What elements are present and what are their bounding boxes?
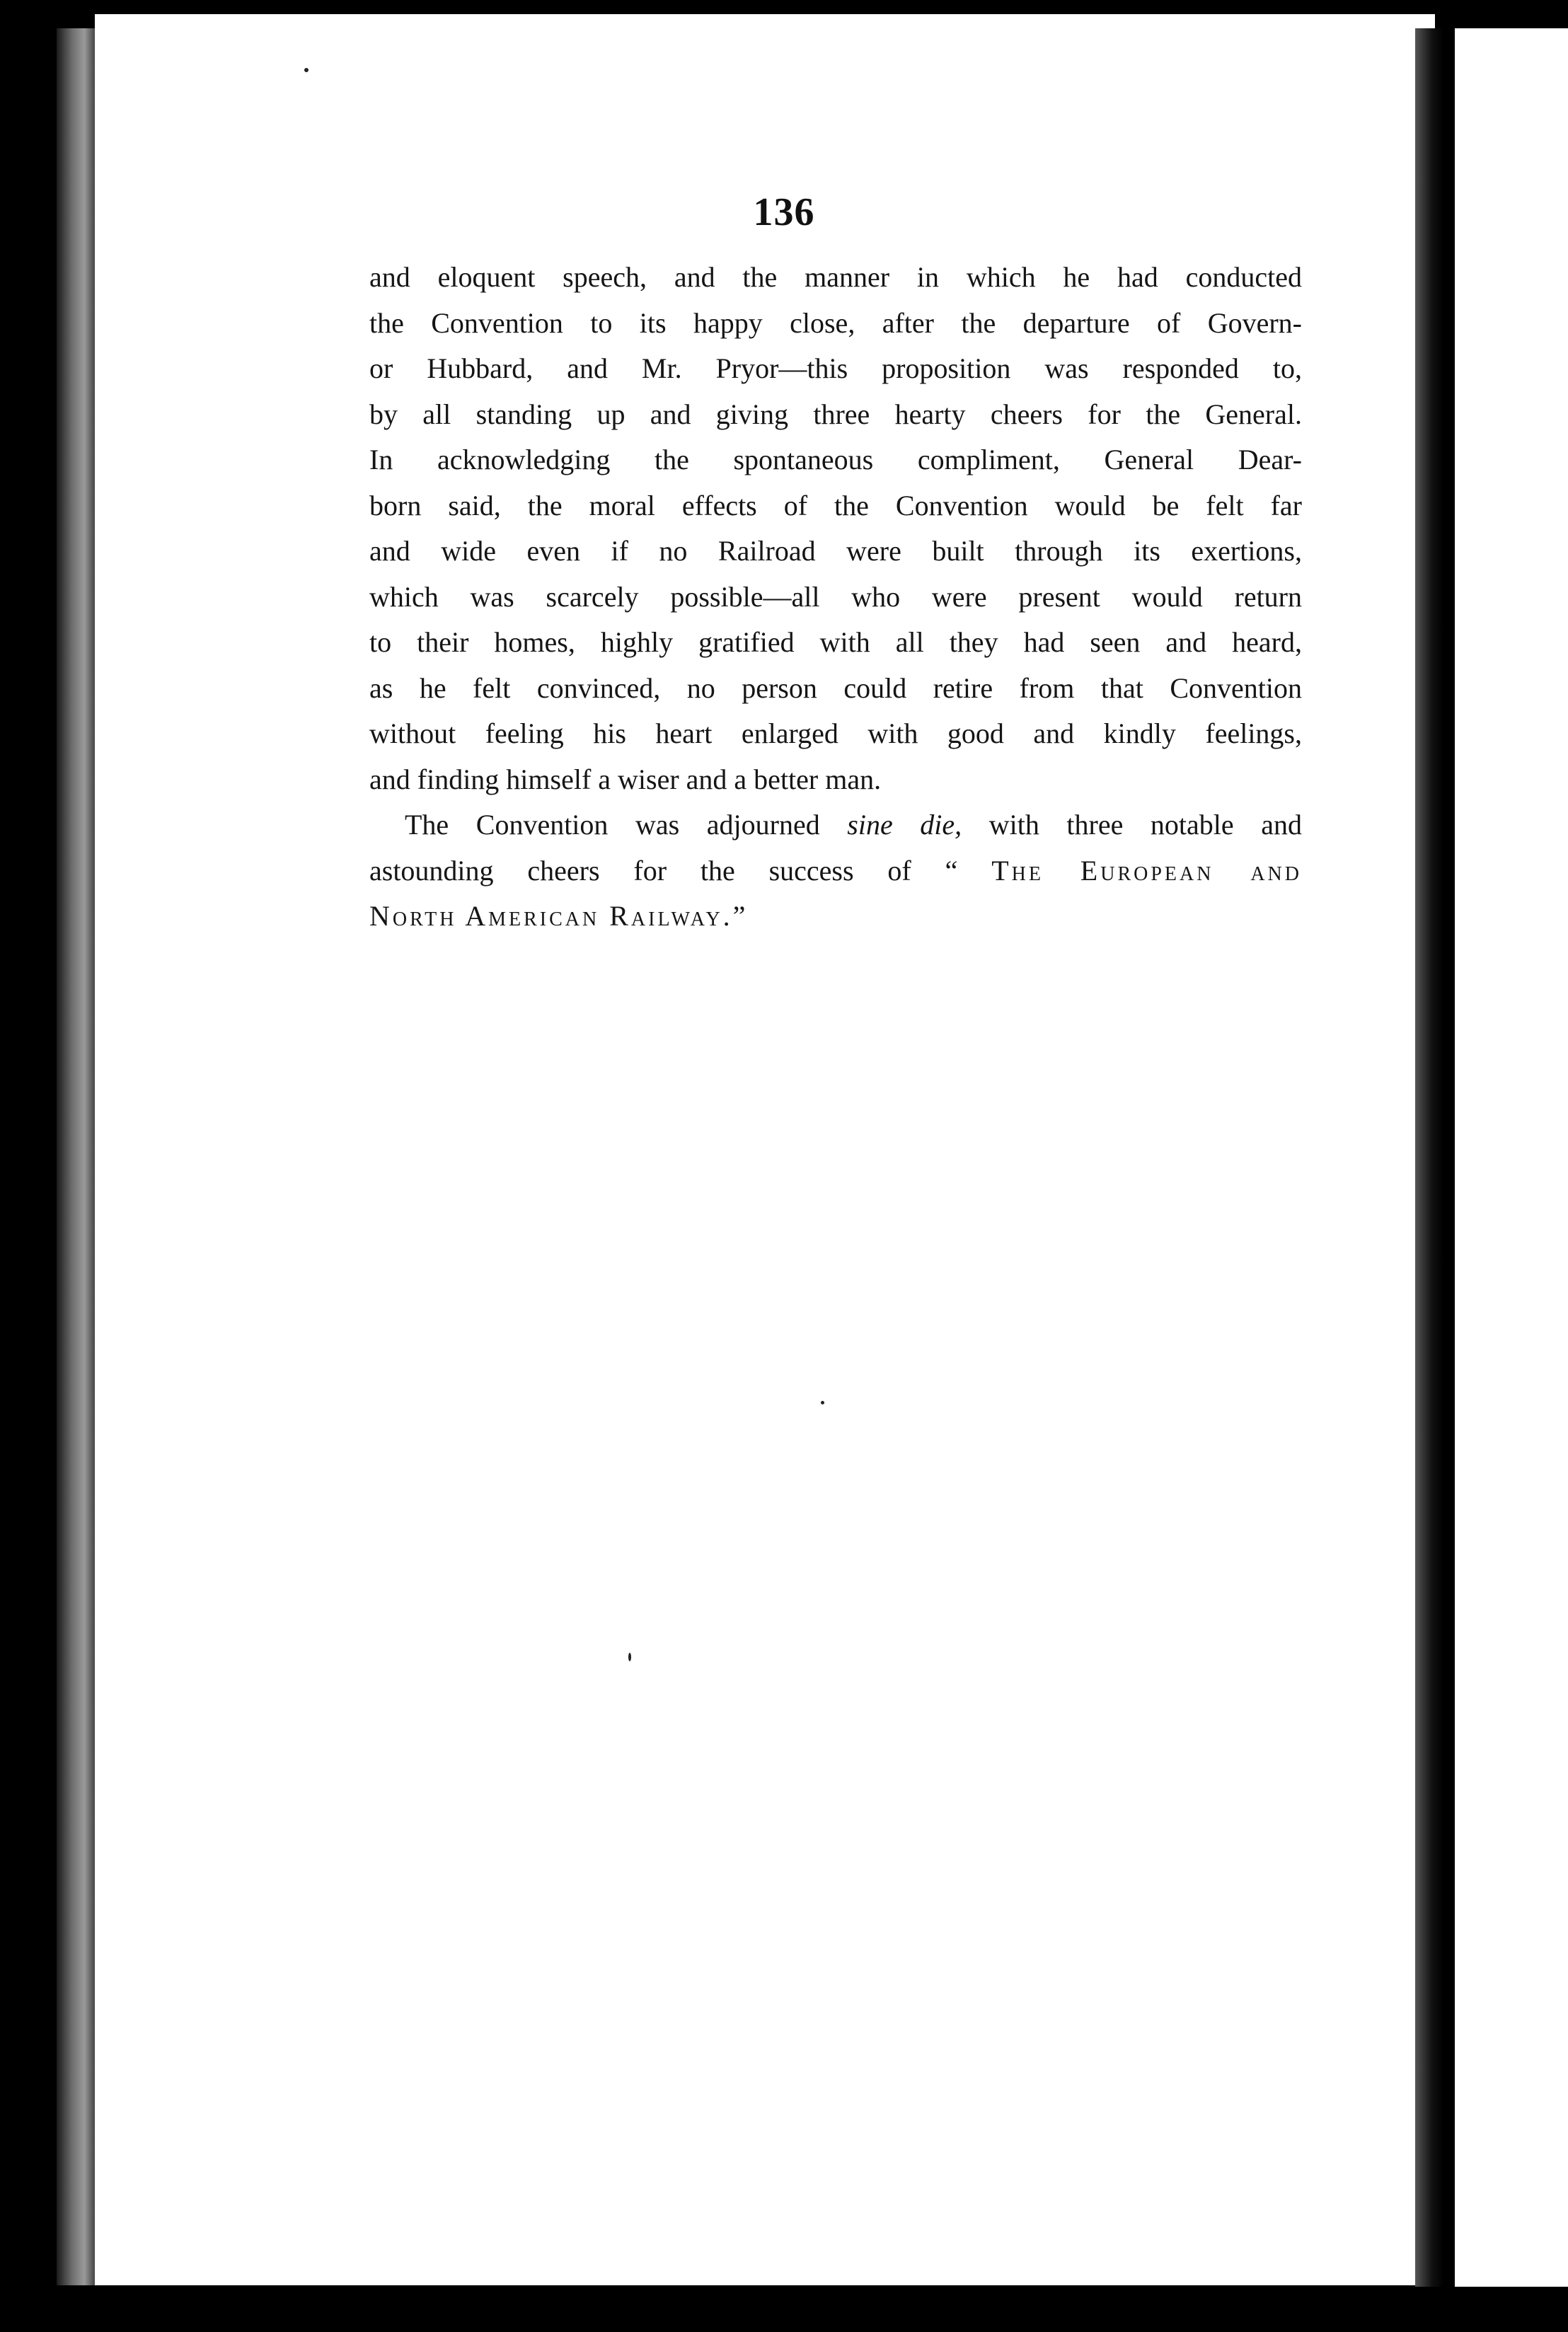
latin-phrase: sine die, — [847, 809, 962, 841]
closing-quote: ” — [732, 900, 746, 932]
page-edge-left — [57, 28, 96, 2285]
text-line: to their homes, highly gratified with all they had seen and heard, — [369, 626, 1302, 658]
text-line: without feeling his heart enlarged with good and kindly feelings, — [369, 717, 1302, 749]
body-text — [369, 255, 1302, 940]
text-line: born said, the moral effects of the Convention would be felt far — [369, 489, 1302, 521]
gutter-shadow — [1415, 28, 1443, 2292]
scan-border-bottom — [0, 2287, 1568, 2332]
adjacent-page-edge — [1455, 28, 1568, 2307]
closing-paragraph-line-3 — [369, 894, 1302, 940]
page-number: 136 — [753, 190, 815, 234]
text-line: as he felt convinced, no person could retire from that Convention — [369, 671, 1302, 704]
text-line: In acknowledging the spontaneous compliment, General Dear- — [369, 444, 1302, 475]
scan-speck — [304, 68, 309, 72]
scan-speck — [821, 1401, 824, 1404]
text-line: and finding himself a wiser and a better man. — [369, 763, 882, 795]
scan-speck — [628, 1653, 631, 1661]
closing-paragraph-line-1 — [369, 802, 1302, 848]
railway-name-part-2: North American Railway. — [369, 900, 733, 932]
text-run: The Convention was adjourned — [405, 809, 848, 841]
text-line: and wide even if no Railroad were built through its exertions, — [369, 535, 1302, 567]
text-line: or Hubbard, and Mr. Pryor—this proposition was responded to, — [369, 352, 1302, 384]
text-run: with three notable and — [962, 809, 1302, 841]
text-line: by all standing up and giving three hearty cheers for the General. — [369, 398, 1302, 430]
railway-name-part-1: The European and — [991, 854, 1302, 887]
text-line: which was scarcely possible—all who were present would return — [369, 580, 1302, 613]
text-line: and eloquent speech, and the manner in which he had conducted — [369, 261, 1302, 293]
text-line: the Convention to its happy close, after the departure of Govern- — [369, 306, 1302, 339]
text-run: astounding cheers for the success of “ — [369, 854, 992, 887]
closing-paragraph-line-2 — [369, 848, 1302, 894]
